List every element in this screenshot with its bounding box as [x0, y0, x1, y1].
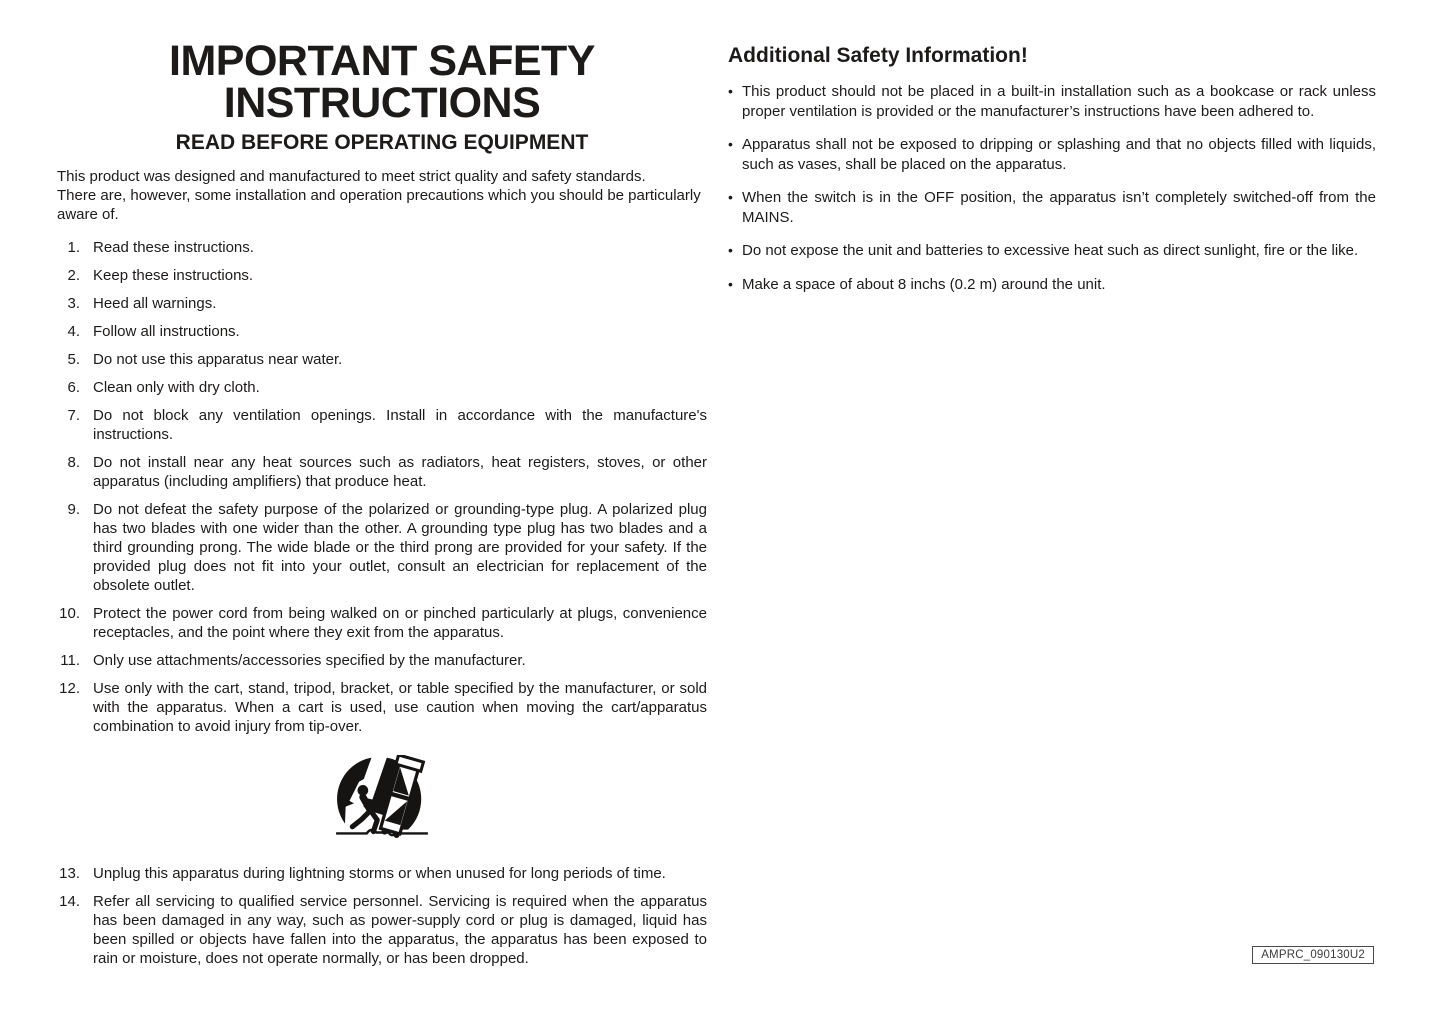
instruction-item-8 — [57, 453, 707, 491]
instruction-text: Protect the power cord from being walked on or pinched particularly at plugs, convenience receptacles, and the point where they exit from the apparatus. — [93, 605, 707, 641]
instruction-number: 8. — [67, 454, 80, 471]
instruction-text: Read these instructions. — [93, 239, 254, 256]
additional-bullet-5 — [728, 275, 1376, 295]
instruction-item-9 — [57, 500, 707, 595]
right-column — [728, 44, 1376, 308]
bullet-text: Apparatus shall not be exposed to dripping or splashing and that no objects filled with liquids, such as vases, shall be placed on the apparatus. — [742, 136, 1376, 173]
intro-line2: There are, however, some installation and operation precautions which you should be particularly aware of. — [57, 187, 701, 223]
instruction-number: 3. — [67, 295, 80, 312]
document-code-badge: AMPRC_090130U2 — [1252, 946, 1374, 964]
instruction-item-2 — [57, 266, 707, 285]
instruction-item-1 — [57, 238, 707, 257]
instruction-item-7 — [57, 406, 707, 444]
bullet-icon: • — [728, 83, 733, 99]
instruction-item-14 — [57, 892, 707, 968]
instruction-number: 2. — [67, 267, 80, 284]
instruction-item-12 — [57, 679, 707, 736]
bullet-text: Make a space of about 8 inchs (0.2 m) around the unit. — [742, 275, 1106, 293]
instruction-item-11 — [57, 651, 707, 670]
instruction-item-10 — [57, 604, 707, 642]
page-title — [57, 37, 707, 127]
instruction-text: Do not install near any heat sources such as radiators, heat registers, stoves, or other apparatus (including amplifiers) that produce heat. — [93, 454, 707, 490]
instruction-item-6 — [57, 378, 707, 397]
instruction-number: 13. — [59, 865, 80, 882]
bullet-icon: • — [728, 136, 733, 152]
bullet-icon: • — [728, 242, 733, 258]
instruction-number: 4. — [67, 323, 80, 340]
instruction-number: 7. — [67, 407, 80, 424]
instruction-text: Keep these instructions. — [93, 267, 254, 284]
bullet-text: Do not expose the unit and batteries to excessive heat such as direct sunlight, fire or the like. — [742, 242, 1359, 259]
instructions-list-continued — [57, 864, 707, 968]
page-title-line1: IMPORTANT SAFETY — [169, 37, 595, 85]
left-column — [57, 37, 707, 977]
instruction-item-13 — [57, 864, 707, 883]
instruction-number: 14. — [59, 893, 80, 910]
instruction-text: Unplug this apparatus during lightning storms or when unused for long periods of time. — [93, 865, 666, 882]
instruction-item-5 — [57, 350, 707, 369]
instruction-text: Heed all warnings. — [93, 295, 217, 312]
cart-warning-row — [57, 755, 707, 848]
additional-bullet-2 — [728, 135, 1376, 174]
intro-line1: This product was designed and manufactured to meet strict quality and safety standards. — [57, 168, 646, 185]
bullet-icon: • — [728, 189, 733, 205]
instruction-item-3 — [57, 294, 707, 313]
page-title-line2: INSTRUCTIONS — [223, 79, 541, 127]
instruction-number: 1. — [67, 239, 80, 256]
instruction-number: 10. — [59, 605, 80, 622]
instruction-text: Use only with the cart, stand, tripod, bracket, or table specified by the manufacturer, or sold with the apparatus. When a cart is used, use caution when moving the cart/apparatus combination to avoid injury from tip-over. — [93, 680, 707, 735]
additional-bullet-1 — [728, 82, 1376, 121]
additional-info-heading: Additional Safety Information! — [728, 44, 1028, 67]
instruction-text: Do not block any ventilation openings. Install in accordance with the manufacture's instructions. — [93, 407, 707, 443]
instruction-text: Clean only with dry cloth. — [93, 379, 260, 396]
instruction-text: Only use attachments/accessories specified by the manufacturer. — [93, 652, 526, 669]
additional-bullet-3 — [728, 188, 1376, 227]
instruction-text: Refer all servicing to qualified service personnel. Servicing is required when the apparatus has been damaged in any way, such as power-supply cord or plug is damaged, liquid has been spilled or objects have fallen into the apparatus, the apparatus has been exposed to rain or moisture, does not operate normally, or has been dropped. — [93, 893, 707, 967]
instruction-number: 6. — [67, 379, 80, 396]
instruction-item-4 — [57, 322, 707, 341]
instruction-number: 11. — [60, 652, 80, 669]
instruction-text: Follow all instructions. — [93, 323, 240, 340]
instruction-text: Do not defeat the safety purpose of the polarized or grounding-type plug. A polarized plug has two blades with one wider than the other. A grounding type plug has two blades and a third grounding prong. The wide blade or the third prong are provided for your safety. If the provided plug does not fit into your outlet, consult an electrician for replacement of the obsolete outlet. — [93, 501, 707, 594]
additional-bullet-4 — [728, 241, 1376, 261]
page-subtitle: READ BEFORE OPERATING EQUIPMENT — [175, 131, 589, 154]
instruction-number: 5. — [67, 351, 80, 368]
bullet-text: This product should not be placed in a built-in installation such as a bookcase or rack unless proper ventilation is provided or the manufacturer’s instructions have been adhered to. — [742, 83, 1376, 120]
instruction-text: Do not use this apparatus near water. — [93, 351, 343, 368]
instruction-number: 12. — [59, 680, 80, 697]
intro-paragraph — [57, 167, 707, 224]
instruction-number: 9. — [67, 501, 80, 518]
additional-info-list — [728, 82, 1376, 294]
bullet-text: When the switch is in the OFF position, the apparatus isn’t completely switched-off from the MAINS. — [742, 189, 1376, 226]
cart-tip-over-warning-icon — [334, 755, 430, 843]
bullet-icon: • — [728, 275, 733, 292]
instructions-list — [57, 238, 707, 736]
